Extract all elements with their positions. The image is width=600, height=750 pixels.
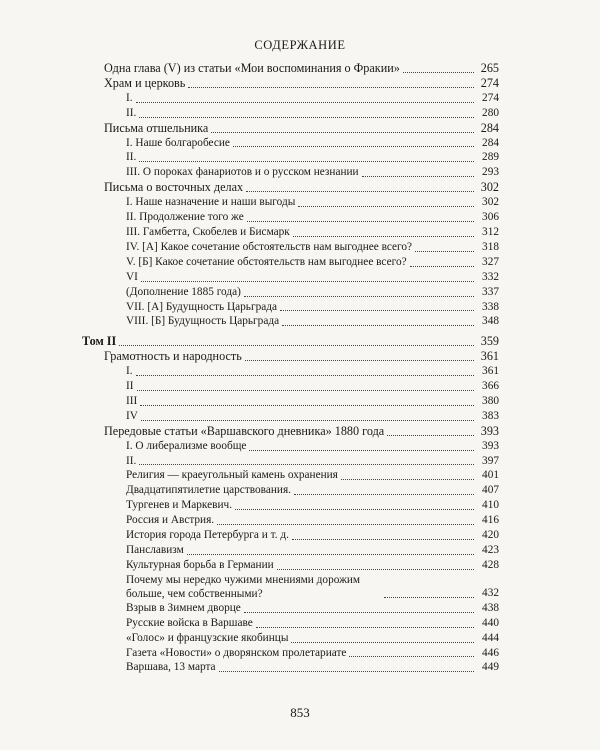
toc-entry-title: Варшава, 13 марта: [126, 661, 216, 674]
dot-leader: [244, 296, 474, 297]
toc-entry-title: Одна глава (V) из статьи «Мои воспоминания о Фракии»: [104, 61, 400, 75]
toc-entry-page: 361: [482, 365, 499, 378]
dot-leader: [139, 117, 474, 118]
toc-entry-page: 393: [482, 439, 499, 452]
dot-leader: [141, 420, 474, 421]
dot-leader: [256, 627, 474, 628]
toc-entry-title: Религия — краеугольный камень охранения: [126, 469, 338, 482]
toc-subentry: [104, 314, 499, 329]
toc-entry-title: Грамотность и народность: [104, 349, 242, 364]
toc-entry-page: 293: [482, 166, 499, 179]
toc-entry-title: VII. [А] Будущность Царьграда: [126, 300, 278, 313]
toc-entry-title: Письма о восточных делах: [104, 180, 244, 195]
dot-leader: [387, 435, 474, 436]
toc-subentry: [104, 454, 499, 469]
dot-leader: [139, 464, 474, 465]
toc-entry-page: 449: [482, 661, 499, 674]
toc-entry-page: 432: [482, 586, 499, 599]
toc-entry-page: 444: [482, 631, 499, 644]
toc-entry-title: VI: [126, 270, 138, 283]
toc-entry-page: 284: [480, 120, 499, 135]
toc-entry-page: 338: [482, 300, 499, 313]
toc-entry-title: Храм и церковь: [104, 75, 186, 90]
toc-entry-title: IV: [126, 409, 138, 422]
toc-subentry: [104, 498, 499, 513]
dot-leader: [187, 554, 474, 555]
toc-subentry: [104, 165, 499, 180]
dot-leader: [341, 479, 474, 480]
toc-entry-title: Панславизм: [126, 544, 184, 556]
dot-leader: [362, 176, 474, 177]
dot-leader: [249, 450, 474, 451]
toc-entry-title: Двадцатипятилетие царствования.: [126, 484, 291, 497]
toc-entry-title: III: [126, 394, 138, 407]
toc-entry-page: 428: [482, 558, 499, 571]
page-title: СОДЕРЖАНИЕ: [254, 38, 346, 52]
toc-entry-title: V. [Б] Какое сочетание обстоятельств нам выгоднее всего?: [126, 255, 407, 268]
dot-leader: [280, 310, 474, 311]
toc-entry-page: 274: [480, 75, 499, 90]
toc-entry-page: 332: [482, 270, 499, 283]
page-number: 853: [290, 705, 310, 720]
dot-leader: [219, 671, 474, 672]
toc-subentry: [104, 601, 499, 616]
dot-leader: [119, 345, 474, 346]
toc-entry-page: 383: [482, 409, 499, 422]
toc-section-entry: [104, 180, 499, 195]
toc-entry-title: II: [126, 380, 134, 393]
toc-entry-page: 280: [482, 106, 499, 119]
toc-entry-page: 407: [482, 484, 499, 497]
toc-entry-page: 401: [482, 469, 499, 482]
dot-leader: [294, 494, 474, 495]
toc-entry-title: Почему мы нередко чужими мнениями дорожим больше, чем собственными?: [126, 573, 361, 600]
toc-entry-title: I. Наше болгаробесие: [126, 136, 230, 149]
toc-subentry: [104, 210, 499, 225]
toc-entry-page: 359: [480, 334, 499, 349]
toc-subentry: [104, 631, 499, 646]
dot-leader: [293, 236, 474, 237]
dot-leader: [137, 390, 474, 391]
dot-leader: [247, 221, 474, 222]
dot-leader: [136, 102, 474, 103]
toc-subentry: [104, 409, 499, 424]
toc-entry-page: 274: [482, 91, 499, 104]
toc-volume-heading: [82, 334, 499, 349]
toc-entry-title: III. Гамбетта, Скобелев и Бисмарк: [126, 225, 290, 238]
toc-entry-title: Газета «Новости» о дворянском пролетариате: [126, 646, 347, 659]
toc-subentry: [104, 394, 499, 409]
toc-section-entry: [104, 61, 499, 76]
toc-subentry: [104, 439, 499, 454]
toc-subentry: [104, 528, 499, 543]
table-of-contents: [82, 61, 499, 675]
dot-leader: [292, 539, 474, 540]
toc-entry-title: III. О пороках фанариотов и о русском незнании: [126, 166, 359, 179]
dot-leader: [410, 266, 474, 267]
toc-entry-title: I.: [126, 365, 133, 378]
toc-subentry: [104, 225, 499, 240]
toc-entry-title: Взрыв в Зимнем дворце: [126, 601, 241, 614]
toc-subentry: [104, 558, 499, 573]
dot-leader: [349, 656, 474, 657]
toc-entry-page: 423: [482, 544, 499, 556]
toc-subentry: [104, 616, 499, 631]
toc-entry-page: 393: [480, 423, 499, 438]
toc-entry-title: II.: [126, 454, 137, 467]
toc-entry-page: 410: [482, 499, 499, 512]
toc-entry-title: I. О либерализме вообще: [126, 439, 247, 452]
dot-leader: [235, 509, 474, 510]
toc-entry-title: I. Наше назначение и наши выгоды: [126, 196, 296, 209]
toc-section-entry: [104, 121, 499, 136]
toc-entry-page: 265: [480, 61, 499, 75]
toc-subentry: [104, 646, 499, 661]
toc-subentry: [104, 483, 499, 498]
toc-entry-title: Культурная борьба в Германии: [126, 558, 274, 571]
toc-entry-page: 284: [482, 136, 499, 149]
dot-leader: [217, 524, 474, 525]
toc-entry-title: Русские войска в Варшаве: [126, 616, 253, 629]
toc-section-entry: [104, 76, 499, 91]
toc-entry-page: 318: [482, 240, 499, 253]
dot-leader: [246, 191, 474, 192]
toc-entry-page: 302: [480, 180, 499, 195]
toc-subentry: [104, 468, 499, 483]
toc-subentry: [104, 270, 499, 285]
toc-entry-title: Тургенев и Маркевич.: [126, 499, 233, 512]
toc-subentry: [104, 300, 499, 315]
toc-entry-page: 312: [482, 225, 499, 238]
toc-entry-page: 446: [482, 646, 499, 659]
toc-section-entry: [104, 349, 499, 364]
toc-entry-page: 361: [480, 349, 499, 364]
toc-entry-page: 302: [482, 196, 499, 209]
dot-leader: [140, 405, 474, 406]
dot-leader: [282, 325, 474, 326]
toc-entry-page: 337: [482, 285, 499, 298]
dot-leader: [403, 72, 474, 73]
toc-entry-page: 348: [482, 315, 499, 328]
toc-subentry: [104, 513, 499, 528]
dot-leader: [291, 642, 474, 643]
dot-leader: [136, 375, 474, 376]
toc-subentry: [104, 195, 499, 210]
toc-entry-title: IV. [А] Какое сочетание обстоятельств нам выгоднее всего?: [126, 240, 413, 253]
toc-subentry: [104, 573, 499, 601]
toc-entry-title: VIII. [Б] Будущность Царьграда: [126, 315, 280, 328]
toc-entry-title: (Дополнение 1885 года): [126, 285, 241, 298]
dot-leader: [277, 569, 474, 570]
dot-leader: [415, 251, 474, 252]
toc-section-entry: [104, 424, 499, 439]
toc-entry-page: 289: [482, 151, 499, 164]
toc-entry-page: 397: [482, 454, 499, 467]
dot-leader: [384, 597, 474, 598]
toc-subentry: [104, 106, 499, 121]
toc-entry-title: II.: [126, 106, 137, 119]
toc-entry-page: 366: [482, 380, 499, 393]
toc-entry-page: 327: [482, 255, 499, 268]
toc-entry-title: II.: [126, 151, 137, 164]
toc-subentry: [104, 136, 499, 151]
toc-subentry: [104, 543, 499, 558]
dot-leader: [211, 132, 474, 133]
dot-leader: [139, 161, 474, 162]
toc-entry-page: 438: [482, 601, 499, 614]
toc-subentry: [104, 285, 499, 300]
dot-leader: [188, 87, 474, 88]
dot-leader: [245, 360, 474, 361]
dot-leader: [141, 281, 474, 282]
toc-entry-title: II. Продолжение того же: [126, 211, 244, 224]
toc-subentry: [104, 150, 499, 165]
dot-leader: [233, 146, 474, 147]
toc-subentry: [104, 660, 499, 675]
toc-entry-page: 440: [482, 616, 499, 629]
toc-entry-title: История города Петербурга и т. д.: [126, 529, 289, 542]
toc-entry-title: Передовые статьи «Варшавского дневника» 1880 года: [104, 423, 385, 438]
toc-subentry: [104, 91, 499, 106]
toc-entry-page: 420: [482, 529, 499, 542]
toc-subentry: [104, 240, 499, 255]
toc-subentry: [104, 379, 499, 394]
toc-entry-title: Россия и Австрия.: [126, 514, 215, 527]
dot-leader: [298, 206, 474, 207]
dot-leader: [244, 612, 474, 613]
toc-subentry: [104, 255, 499, 270]
toc-entry-page: 416: [482, 514, 499, 527]
toc-entry-page: 306: [482, 211, 499, 224]
toc-entry-title: Том II: [82, 334, 117, 349]
toc-entry-title: Письма отшельника: [104, 120, 209, 135]
toc-entry-page: 380: [482, 394, 499, 407]
toc-entry-title: I.: [126, 91, 133, 104]
toc-entry-title: «Голос» и французские якобинцы: [126, 631, 289, 644]
toc-subentry: [104, 364, 499, 379]
